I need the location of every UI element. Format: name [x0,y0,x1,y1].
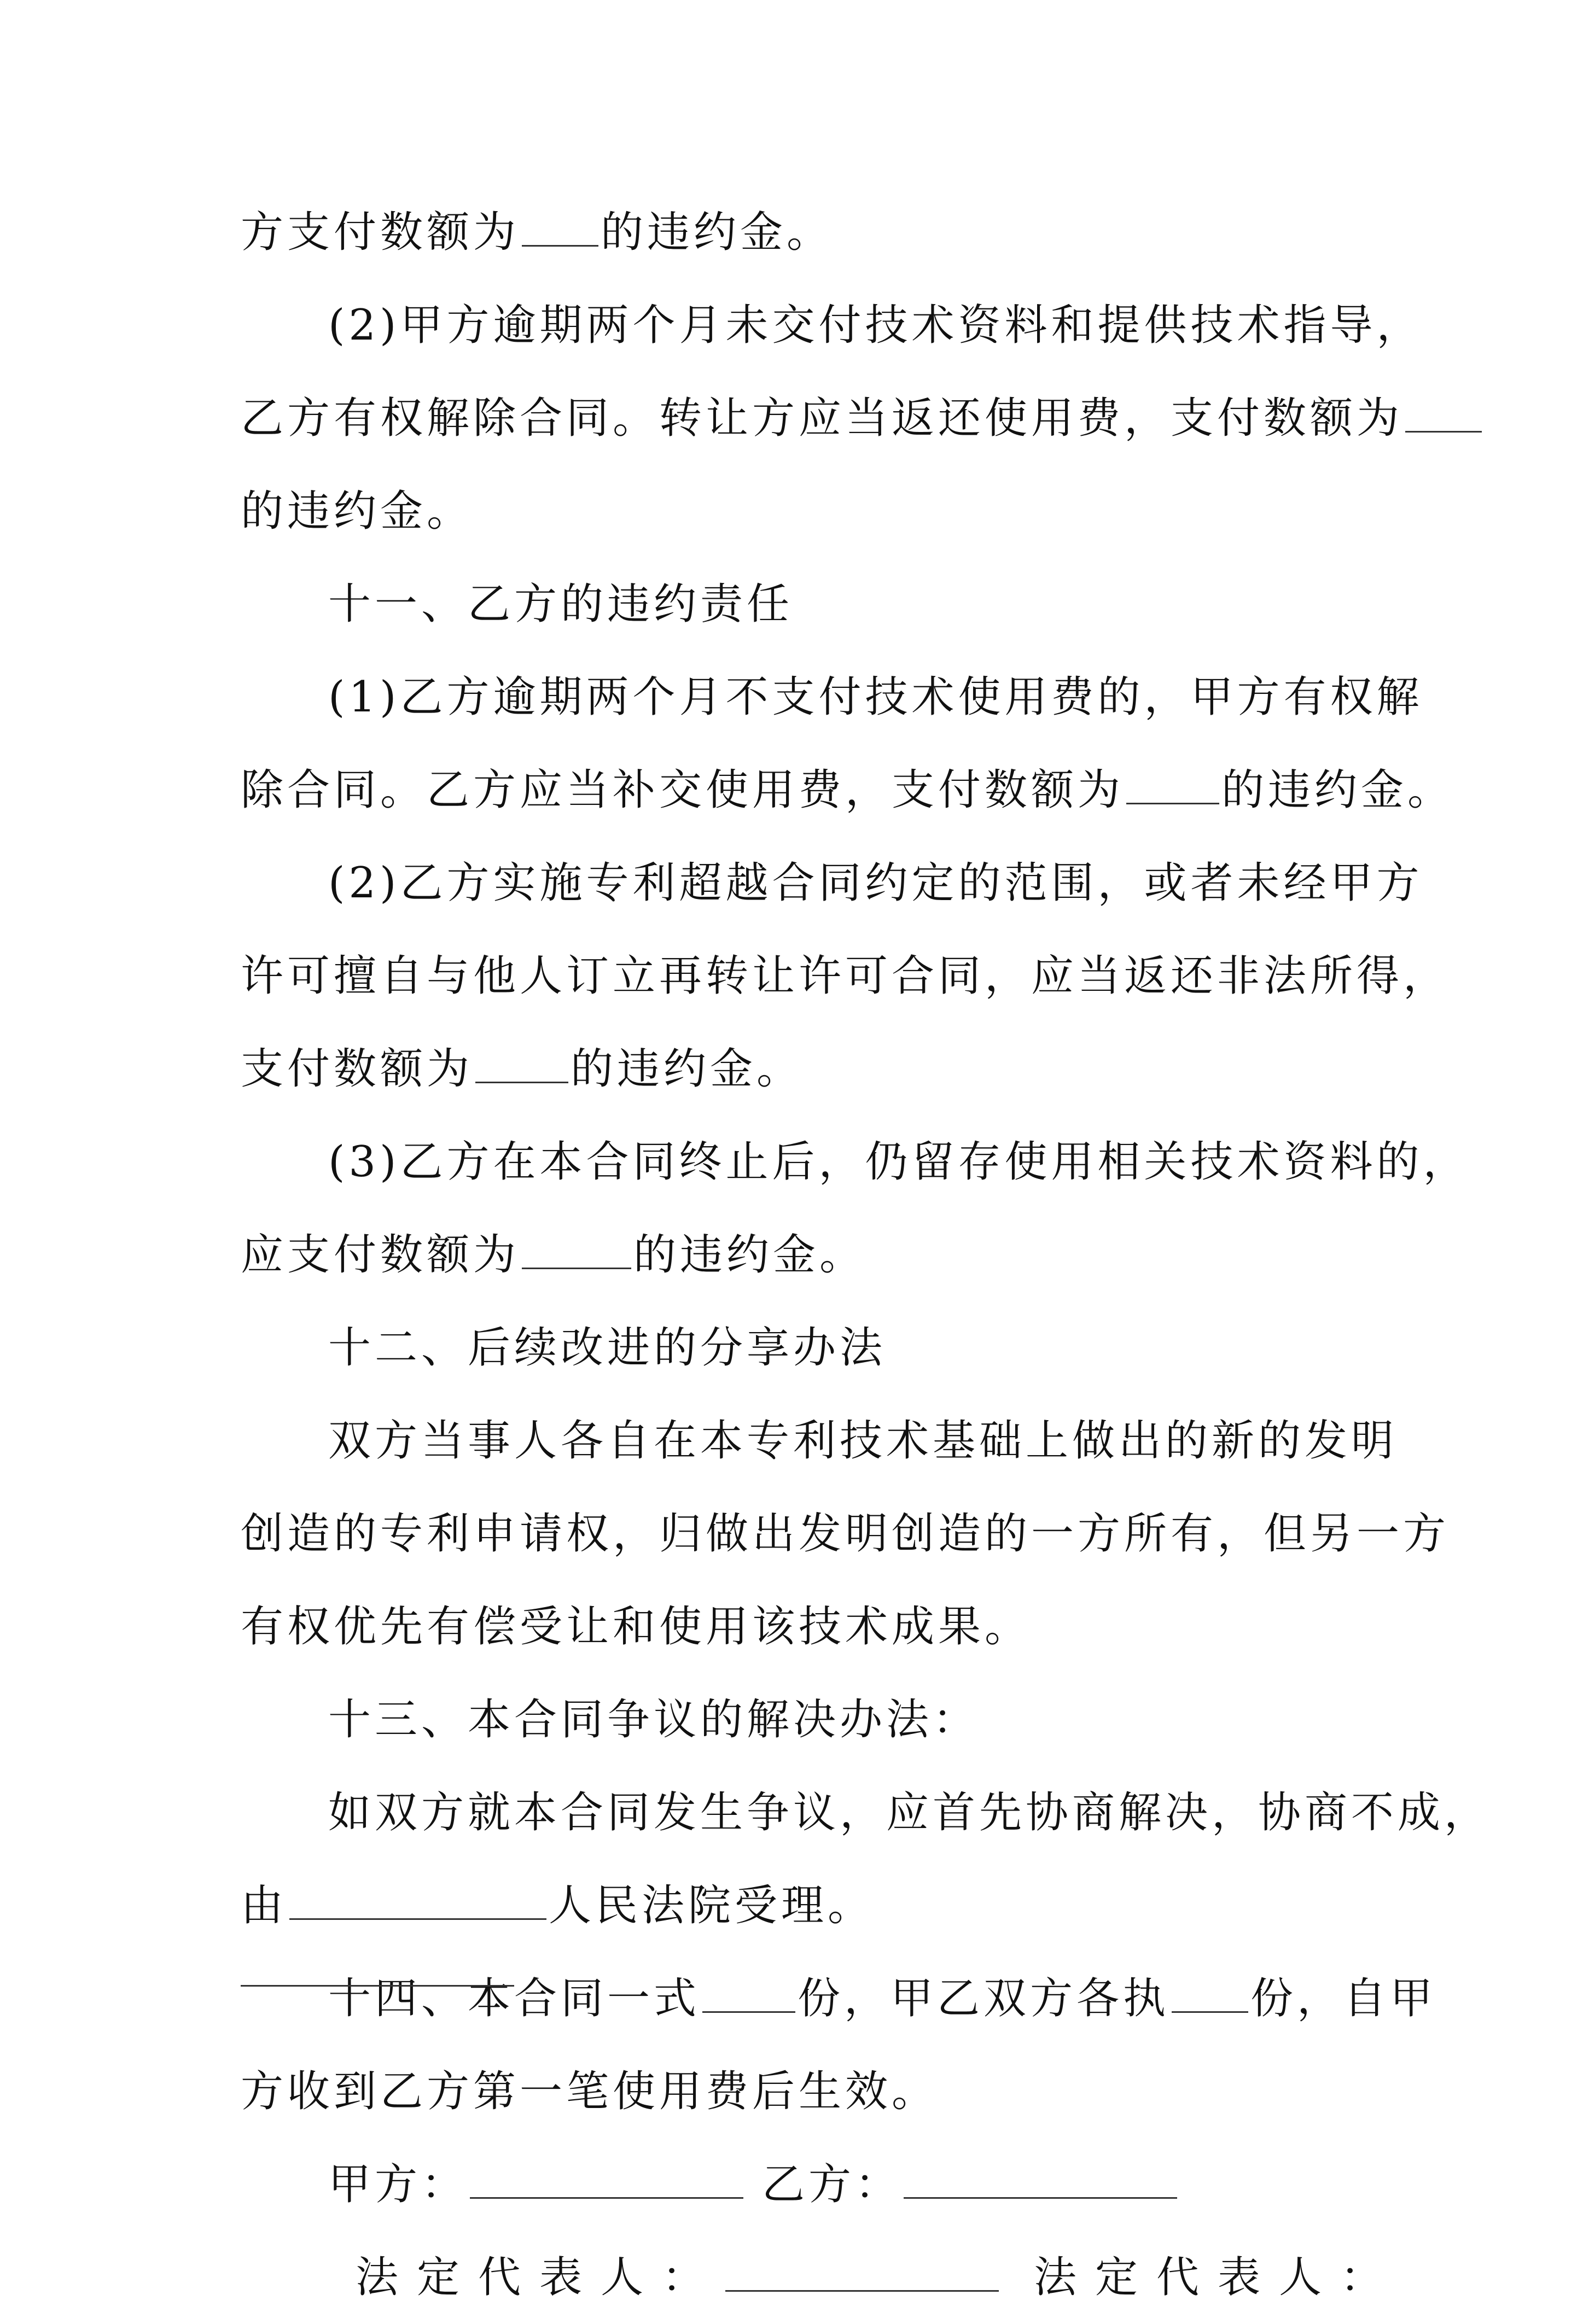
party-a-label: 甲方： [328,2160,468,2209]
text-line: 由 人民法院受理。 [241,1881,875,1930]
blank-field [522,210,598,247]
rep-b-signature-field [241,1985,514,1987]
text-line: (2)甲方逾期两个月未交付技术资料和提供技术指导， [328,301,1423,350]
section-heading-13: 十三、本合同争议的解决办法： [328,1695,980,1744]
blank-field [702,1976,795,2013]
text-line: (2)乙方实施专利超越合同约定的范围，或者未经甲方 [328,859,1423,908]
text-line: 如双方就本合同发生争议，应首先协商解决，协商不成， [328,1788,1491,1837]
text-line: 除合同。乙方应当补交使用费，支付数额为 的违约金。 [241,766,1454,815]
rep-a-label: 法定代表人： [356,2253,724,2302]
text-line: 方支付数额为 的违约金。 [241,208,834,257]
text-line: 许可擅自与他人订立再转让许可合同，应当返还非法所得， [241,951,1450,1001]
text-line: 创造的专利申请权，归做出发明创造的一方所有，但另一方 [241,1509,1450,1558]
signature-parties-line [241,2138,1378,2231]
section-heading-11: 十一、乙方的违约责任 [328,580,794,629]
blank-field [1126,768,1219,804]
rep-a-signature-field [725,2255,999,2292]
text-line: (3)乙方在本合同终止后，仍留存使用相关技术资料的， [328,1137,1470,1187]
text-line: 应支付数额为 的违约金。 [241,1230,866,1280]
text-line: 的违约金。 [241,487,474,536]
party-a-signature-field [470,2162,743,2199]
blank-field [475,1047,568,1083]
document-page [241,186,1491,2324]
text-line: 双方当事人各自在本专利技术基础上做出的新的发明 [328,1416,1398,1465]
text-line: 有权优先有偿受让和使用该技术成果。 [241,1602,1032,1651]
blank-field [1172,1976,1248,2013]
blank-field [522,1233,631,1269]
text-line: 乙方有权解除合同。转让方应当返还使用费，支付数额为 [241,372,1378,465]
signature-representative-line [241,2231,1402,2324]
blank-field [1405,396,1482,433]
text-line: 支付数额为 的违约金。 [241,1044,804,1094]
text-line: 方收到乙方第一笔使用费后生效。 [241,2067,939,2116]
blank-field [289,1883,546,1920]
party-b-signature-field [904,2162,1177,2199]
rep-b-label: 法定代表人： [1034,2253,1402,2302]
section-heading-12: 十二、后续改进的分享办法 [328,1323,887,1373]
party-b-label: 乙方： [762,2160,902,2209]
text-line: (1)乙方逾期两个月不支付技术使用费的，甲方有权解 [328,673,1423,722]
section-heading-14: 十四、本合同一式 份，甲乙双方各执 份，自甲 [328,1974,1437,2023]
